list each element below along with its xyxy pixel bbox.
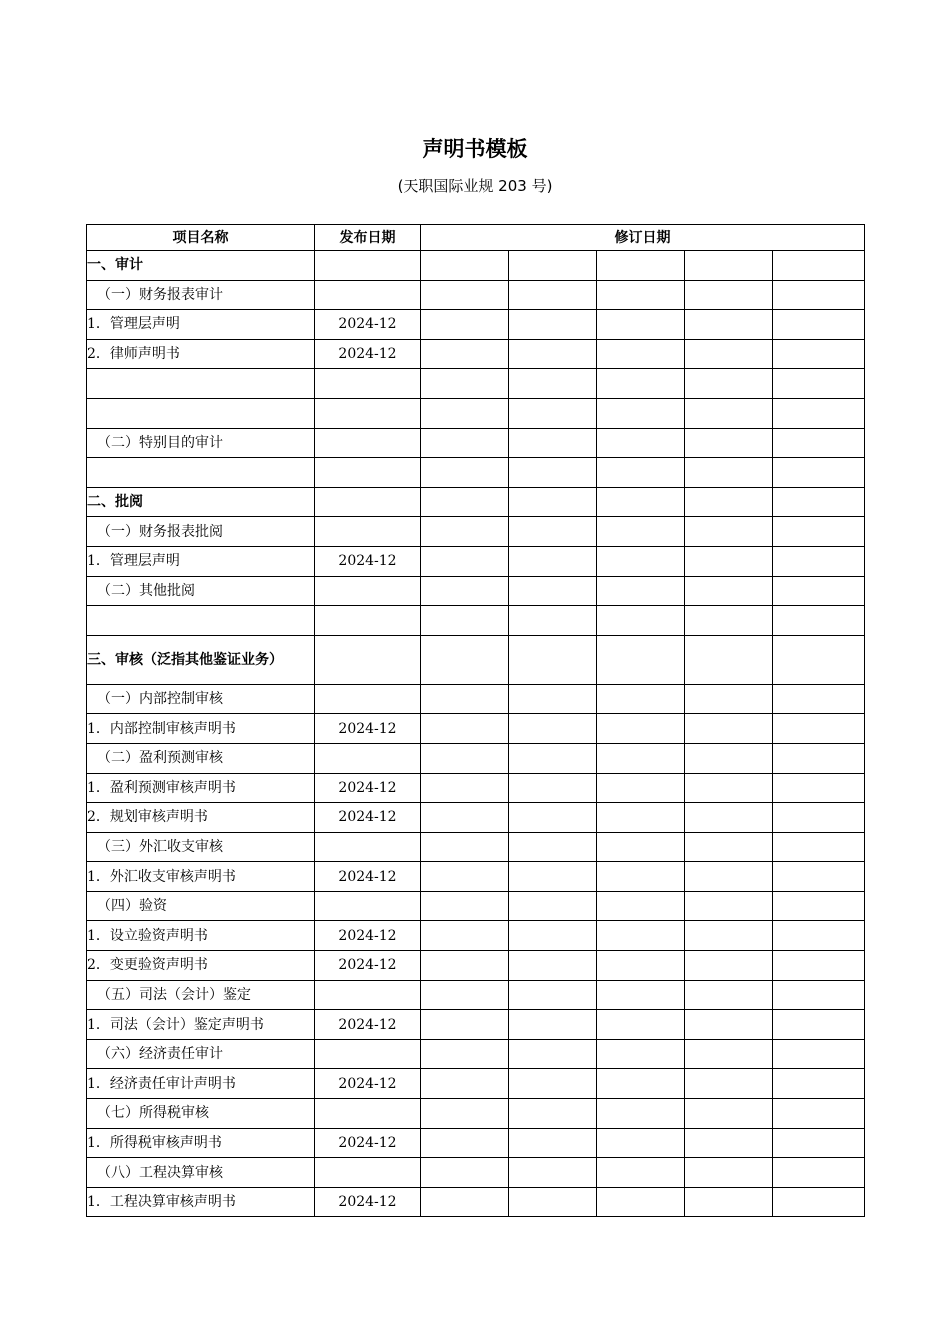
row-revision-cell xyxy=(509,1187,597,1217)
table-body xyxy=(87,251,865,1217)
row-revision-cell xyxy=(597,951,685,981)
row-revision-cell xyxy=(597,803,685,833)
table-row xyxy=(87,517,865,547)
row-publish-date xyxy=(315,428,421,458)
row-revision-cell xyxy=(597,714,685,744)
row-publish-date xyxy=(315,280,421,310)
table-row xyxy=(87,310,865,340)
row-revision-cell xyxy=(509,1099,597,1129)
row-revision-cell xyxy=(509,891,597,921)
table-row xyxy=(87,773,865,803)
row-project-name: 2．律师声明书 xyxy=(87,339,315,369)
row-publish-date xyxy=(315,743,421,773)
row-project-name: 1．经济责任审计声明书 xyxy=(87,1069,315,1099)
row-revision-cell xyxy=(421,832,509,862)
table-row xyxy=(87,1128,865,1158)
row-revision-cell xyxy=(773,576,865,606)
row-revision-cell xyxy=(597,1010,685,1040)
table-row xyxy=(87,803,865,833)
row-publish-date: 2024-12 xyxy=(315,1069,421,1099)
row-revision-cell xyxy=(597,369,685,399)
row-project-name: 二、批阅 xyxy=(87,487,315,517)
row-project-name: 1．所得税审核声明书 xyxy=(87,1128,315,1158)
row-project-name: （七）所得税审核 xyxy=(87,1099,315,1129)
row-revision-cell xyxy=(685,1010,773,1040)
row-project-name: （三）外汇收支审核 xyxy=(87,832,315,862)
row-project-name: 1．管理层声明 xyxy=(87,546,315,576)
row-project-name: 2．规划审核声明书 xyxy=(87,803,315,833)
row-publish-date: 2024-12 xyxy=(315,803,421,833)
row-revision-cell xyxy=(597,576,685,606)
row-publish-date xyxy=(315,576,421,606)
row-project-name: 1．外汇收支审核声明书 xyxy=(87,862,315,892)
row-revision-cell xyxy=(421,1158,509,1188)
table-row xyxy=(87,1069,865,1099)
table-row xyxy=(87,606,865,636)
table-row xyxy=(87,1158,865,1188)
row-revision-cell xyxy=(773,773,865,803)
row-revision-cell xyxy=(509,310,597,340)
table-row xyxy=(87,891,865,921)
row-revision-cell xyxy=(421,1128,509,1158)
row-project-name: （二）特别目的审计 xyxy=(87,428,315,458)
row-revision-cell xyxy=(685,921,773,951)
row-revision-cell xyxy=(597,891,685,921)
row-revision-cell xyxy=(509,487,597,517)
row-publish-date xyxy=(315,487,421,517)
row-revision-cell xyxy=(773,280,865,310)
row-revision-cell xyxy=(597,1187,685,1217)
row-revision-cell xyxy=(773,743,865,773)
row-revision-cell xyxy=(509,546,597,576)
row-revision-cell xyxy=(421,280,509,310)
row-revision-cell xyxy=(509,1069,597,1099)
row-revision-cell xyxy=(597,517,685,547)
row-revision-cell xyxy=(597,458,685,488)
row-project-name xyxy=(87,398,315,428)
row-revision-cell xyxy=(509,832,597,862)
row-publish-date: 2024-12 xyxy=(315,921,421,951)
row-revision-cell xyxy=(421,369,509,399)
row-revision-cell xyxy=(773,369,865,399)
row-project-name: 三、审核（泛指其他鉴证业务） xyxy=(87,635,315,684)
row-project-name: 一、审计 xyxy=(87,251,315,281)
row-revision-cell xyxy=(773,980,865,1010)
row-revision-cell xyxy=(421,606,509,636)
row-revision-cell xyxy=(773,398,865,428)
row-revision-cell xyxy=(773,1039,865,1069)
row-project-name: 1．工程决算审核声明书 xyxy=(87,1187,315,1217)
row-revision-cell xyxy=(509,369,597,399)
row-publish-date: 2024-12 xyxy=(315,546,421,576)
row-publish-date xyxy=(315,684,421,714)
table-header-row xyxy=(87,225,865,251)
row-project-name: （四）验资 xyxy=(87,891,315,921)
row-revision-cell xyxy=(685,458,773,488)
row-revision-cell xyxy=(773,310,865,340)
row-revision-cell xyxy=(509,773,597,803)
header-publish-date: 发布日期 xyxy=(315,225,421,251)
row-revision-cell xyxy=(597,635,685,684)
row-publish-date: 2024-12 xyxy=(315,862,421,892)
row-revision-cell xyxy=(509,951,597,981)
table-row xyxy=(87,714,865,744)
row-revision-cell xyxy=(509,714,597,744)
document-subtitle: (天职国际业规 203 号) xyxy=(397,177,553,195)
row-project-name: 1．盈利预测审核声明书 xyxy=(87,773,315,803)
row-revision-cell xyxy=(773,1010,865,1040)
row-project-name: （二）盈利预测审核 xyxy=(87,743,315,773)
row-revision-cell xyxy=(773,339,865,369)
row-revision-cell xyxy=(685,891,773,921)
row-revision-cell xyxy=(597,743,685,773)
row-revision-cell xyxy=(509,428,597,458)
row-revision-cell xyxy=(773,1187,865,1217)
table-row xyxy=(87,980,865,1010)
row-revision-cell xyxy=(685,1039,773,1069)
row-revision-cell xyxy=(509,339,597,369)
row-revision-cell xyxy=(685,576,773,606)
row-revision-cell xyxy=(421,1010,509,1040)
row-revision-cell xyxy=(685,487,773,517)
row-revision-cell xyxy=(421,980,509,1010)
table-row xyxy=(87,862,865,892)
row-revision-cell xyxy=(773,635,865,684)
row-revision-cell xyxy=(421,458,509,488)
row-revision-cell xyxy=(421,684,509,714)
row-revision-cell xyxy=(421,487,509,517)
row-revision-cell xyxy=(597,832,685,862)
row-project-name: （一）财务报表批阅 xyxy=(87,517,315,547)
row-revision-cell xyxy=(685,635,773,684)
row-revision-cell xyxy=(685,280,773,310)
row-revision-cell xyxy=(685,339,773,369)
row-revision-cell xyxy=(421,398,509,428)
row-publish-date: 2024-12 xyxy=(315,773,421,803)
row-revision-cell xyxy=(509,980,597,1010)
row-publish-date xyxy=(315,635,421,684)
row-revision-cell xyxy=(597,1099,685,1129)
row-revision-cell xyxy=(773,487,865,517)
table-row xyxy=(87,339,865,369)
row-revision-cell xyxy=(597,280,685,310)
row-project-name: （二）其他批阅 xyxy=(87,576,315,606)
row-publish-date: 2024-12 xyxy=(315,951,421,981)
row-revision-cell xyxy=(773,862,865,892)
row-project-name xyxy=(87,369,315,399)
row-revision-cell xyxy=(509,576,597,606)
row-project-name xyxy=(87,458,315,488)
row-revision-cell xyxy=(421,428,509,458)
row-revision-cell xyxy=(685,832,773,862)
row-revision-cell xyxy=(773,714,865,744)
row-revision-cell xyxy=(773,428,865,458)
row-revision-cell xyxy=(773,517,865,547)
row-revision-cell xyxy=(685,1099,773,1129)
row-revision-cell xyxy=(509,921,597,951)
row-revision-cell xyxy=(773,1069,865,1099)
row-revision-cell xyxy=(773,458,865,488)
row-revision-cell xyxy=(509,458,597,488)
table-row xyxy=(87,743,865,773)
row-revision-cell xyxy=(685,714,773,744)
row-revision-cell xyxy=(421,743,509,773)
row-revision-cell xyxy=(509,684,597,714)
row-revision-cell xyxy=(421,891,509,921)
row-revision-cell xyxy=(597,1069,685,1099)
row-revision-cell xyxy=(685,684,773,714)
row-publish-date: 2024-12 xyxy=(315,1010,421,1040)
row-revision-cell xyxy=(685,1158,773,1188)
row-revision-cell xyxy=(509,862,597,892)
row-revision-cell xyxy=(685,980,773,1010)
row-publish-date xyxy=(315,832,421,862)
row-revision-cell xyxy=(685,743,773,773)
row-revision-cell xyxy=(597,428,685,458)
row-revision-cell xyxy=(685,773,773,803)
row-revision-cell xyxy=(421,517,509,547)
row-revision-cell xyxy=(773,1158,865,1188)
row-revision-cell xyxy=(773,684,865,714)
row-revision-cell xyxy=(421,339,509,369)
row-revision-cell xyxy=(509,1158,597,1188)
row-revision-cell xyxy=(597,684,685,714)
header-project-name: 项目名称 xyxy=(87,225,315,251)
row-revision-cell xyxy=(597,773,685,803)
row-project-name: 1．内部控制审核声明书 xyxy=(87,714,315,744)
table-row xyxy=(87,546,865,576)
row-project-name: 2．变更验资声明书 xyxy=(87,951,315,981)
row-revision-cell xyxy=(421,951,509,981)
table-row xyxy=(87,487,865,517)
row-revision-cell xyxy=(685,369,773,399)
table-row xyxy=(87,458,865,488)
row-publish-date xyxy=(315,398,421,428)
row-revision-cell xyxy=(421,921,509,951)
row-revision-cell xyxy=(773,921,865,951)
row-revision-cell xyxy=(685,1187,773,1217)
row-revision-cell xyxy=(421,714,509,744)
table-row xyxy=(87,921,865,951)
row-revision-cell xyxy=(685,517,773,547)
row-revision-cell xyxy=(597,980,685,1010)
row-revision-cell xyxy=(597,862,685,892)
row-publish-date: 2024-12 xyxy=(315,1128,421,1158)
row-publish-date xyxy=(315,517,421,547)
row-revision-cell xyxy=(685,606,773,636)
row-revision-cell xyxy=(509,606,597,636)
row-revision-cell xyxy=(597,1039,685,1069)
row-project-name: 1．管理层声明 xyxy=(87,310,315,340)
row-publish-date xyxy=(315,1158,421,1188)
row-revision-cell xyxy=(773,891,865,921)
row-publish-date xyxy=(315,251,421,281)
row-project-name: （一）内部控制审核 xyxy=(87,684,315,714)
row-project-name: （六）经济责任审计 xyxy=(87,1039,315,1069)
table-row xyxy=(87,251,865,281)
row-publish-date xyxy=(315,369,421,399)
row-revision-cell xyxy=(597,339,685,369)
row-revision-cell xyxy=(685,546,773,576)
row-revision-cell xyxy=(509,1039,597,1069)
row-publish-date xyxy=(315,1099,421,1129)
row-revision-cell xyxy=(597,546,685,576)
row-publish-date: 2024-12 xyxy=(315,310,421,340)
table-row xyxy=(87,576,865,606)
row-revision-cell xyxy=(685,862,773,892)
row-revision-cell xyxy=(597,921,685,951)
table-row xyxy=(87,635,865,684)
row-revision-cell xyxy=(509,1128,597,1158)
table-row xyxy=(87,832,865,862)
row-revision-cell xyxy=(685,398,773,428)
row-revision-cell xyxy=(421,773,509,803)
row-project-name: （八）工程决算审核 xyxy=(87,1158,315,1188)
table-row xyxy=(87,369,865,399)
row-project-name: （五）司法（会计）鉴定 xyxy=(87,980,315,1010)
row-revision-cell xyxy=(773,803,865,833)
table-row xyxy=(87,1039,865,1069)
row-revision-cell xyxy=(421,635,509,684)
table-row xyxy=(87,951,865,981)
row-revision-cell xyxy=(685,1128,773,1158)
row-revision-cell xyxy=(685,251,773,281)
row-revision-cell xyxy=(421,576,509,606)
table-row xyxy=(87,684,865,714)
row-revision-cell xyxy=(773,1128,865,1158)
row-revision-cell xyxy=(509,743,597,773)
row-revision-cell xyxy=(509,803,597,833)
row-publish-date: 2024-12 xyxy=(315,714,421,744)
row-revision-cell xyxy=(509,280,597,310)
row-project-name: （一）财务报表审计 xyxy=(87,280,315,310)
row-revision-cell xyxy=(421,251,509,281)
row-revision-cell xyxy=(421,1187,509,1217)
row-publish-date: 2024-12 xyxy=(315,1187,421,1217)
row-revision-cell xyxy=(597,1158,685,1188)
row-revision-cell xyxy=(421,1039,509,1069)
row-revision-cell xyxy=(685,951,773,981)
row-revision-cell xyxy=(597,487,685,517)
row-revision-cell xyxy=(685,803,773,833)
table-row xyxy=(87,428,865,458)
row-revision-cell xyxy=(597,1128,685,1158)
row-publish-date xyxy=(315,891,421,921)
row-revision-cell xyxy=(597,310,685,340)
row-revision-cell xyxy=(421,1069,509,1099)
row-revision-cell xyxy=(421,1099,509,1129)
row-publish-date xyxy=(315,980,421,1010)
row-revision-cell xyxy=(421,546,509,576)
row-revision-cell xyxy=(773,1099,865,1129)
row-revision-cell xyxy=(597,606,685,636)
row-revision-cell xyxy=(509,398,597,428)
row-revision-cell xyxy=(685,1069,773,1099)
row-revision-cell xyxy=(509,1010,597,1040)
row-revision-cell xyxy=(773,606,865,636)
document-title: 声明书模板 xyxy=(422,137,528,161)
table-row xyxy=(87,398,865,428)
row-revision-cell xyxy=(597,251,685,281)
row-revision-cell xyxy=(773,546,865,576)
row-publish-date xyxy=(315,458,421,488)
row-revision-cell xyxy=(421,803,509,833)
table-row xyxy=(87,1187,865,1217)
row-revision-cell xyxy=(509,635,597,684)
table-row xyxy=(87,280,865,310)
row-project-name: 1．设立验资声明书 xyxy=(87,921,315,951)
row-publish-date xyxy=(315,1039,421,1069)
row-revision-cell xyxy=(509,517,597,547)
row-revision-cell xyxy=(773,832,865,862)
table-row xyxy=(87,1099,865,1129)
row-revision-cell xyxy=(773,251,865,281)
row-revision-cell xyxy=(421,310,509,340)
row-project-name: 1．司法（会计）鉴定声明书 xyxy=(87,1010,315,1040)
row-publish-date: 2024-12 xyxy=(315,339,421,369)
row-project-name xyxy=(87,606,315,636)
template-table xyxy=(86,224,865,1217)
header-revision-date: 修订日期 xyxy=(421,225,865,251)
row-revision-cell xyxy=(421,862,509,892)
row-revision-cell xyxy=(685,310,773,340)
row-publish-date xyxy=(315,606,421,636)
row-revision-cell xyxy=(685,428,773,458)
row-revision-cell xyxy=(597,398,685,428)
row-revision-cell xyxy=(773,951,865,981)
table-row xyxy=(87,1010,865,1040)
row-revision-cell xyxy=(509,251,597,281)
